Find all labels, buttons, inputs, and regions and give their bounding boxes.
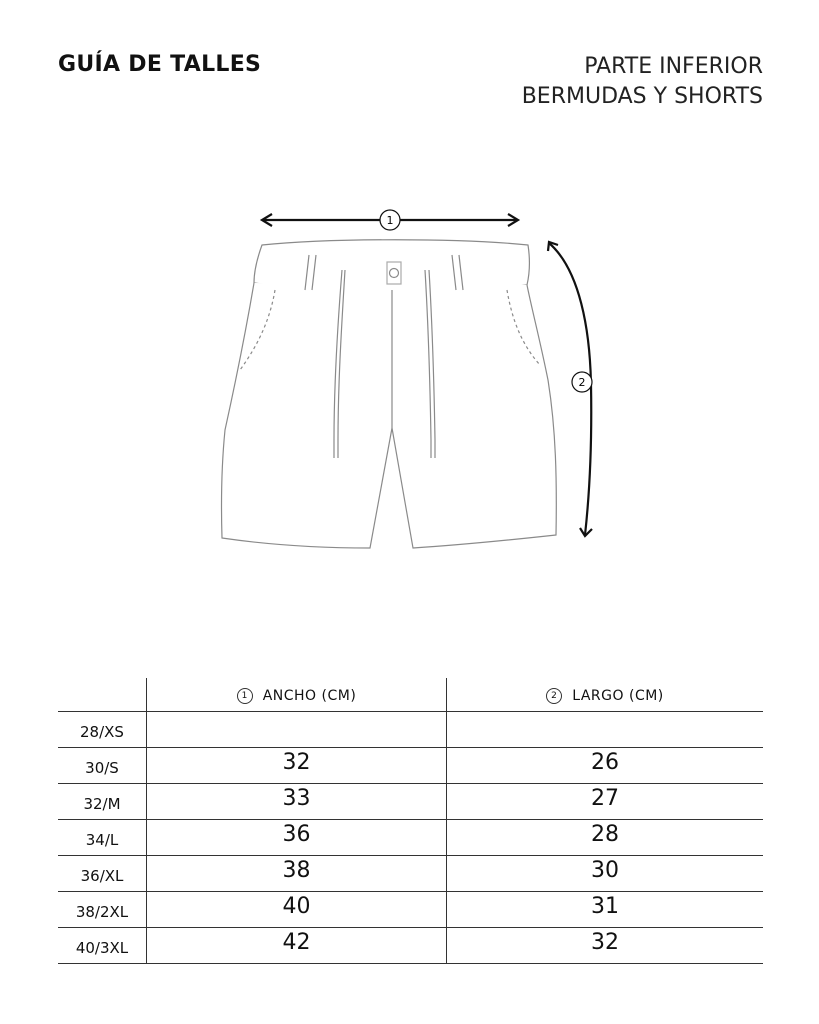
subcategory-label: BERMUDAS Y SHORTS bbox=[521, 84, 763, 109]
table-row bbox=[58, 928, 763, 964]
ancho-cell bbox=[147, 712, 447, 748]
largo-cell: 28 bbox=[447, 820, 764, 856]
header-largo bbox=[447, 678, 764, 712]
ancho-cell: 38 bbox=[147, 856, 447, 892]
table-row bbox=[58, 712, 763, 748]
table-header-row bbox=[58, 678, 763, 712]
header-blank-cell bbox=[58, 678, 147, 712]
size-cell: 40/3XL bbox=[75, 938, 129, 957]
shorts-illustration bbox=[221, 240, 556, 548]
table-row bbox=[58, 820, 763, 856]
size-cell: 28/XS bbox=[80, 722, 124, 741]
ancho-cell: 40 bbox=[147, 892, 447, 928]
largo-cell: 31 bbox=[447, 892, 764, 928]
svg-text:2: 2 bbox=[578, 376, 586, 389]
ancho-cell: 32 bbox=[147, 748, 447, 784]
largo-marker-icon: 2 bbox=[546, 688, 562, 704]
size-cell: 36/XL bbox=[80, 866, 124, 885]
largo-label: LARGO (CM) bbox=[572, 687, 664, 704]
size-cell: 38/2XL bbox=[75, 902, 129, 921]
ancho-label: ANCHO (CM) bbox=[262, 687, 357, 704]
length-marker bbox=[572, 372, 592, 392]
ancho-marker-icon: 1 bbox=[237, 688, 253, 704]
table-row bbox=[58, 784, 763, 820]
largo-cell: 32 bbox=[447, 928, 764, 964]
table-row bbox=[58, 748, 763, 784]
size-table bbox=[58, 678, 763, 964]
size-cell: 30/S bbox=[85, 758, 119, 777]
largo-cell: 27 bbox=[447, 784, 764, 820]
size-cell: 34/L bbox=[85, 830, 119, 849]
ancho-cell: 42 bbox=[147, 928, 447, 964]
table-row bbox=[58, 856, 763, 892]
ancho-cell: 36 bbox=[147, 820, 447, 856]
width-marker bbox=[380, 210, 400, 230]
svg-text:1: 1 bbox=[386, 214, 394, 227]
largo-cell: 26 bbox=[447, 748, 764, 784]
table-row bbox=[58, 892, 763, 928]
ancho-cell: 33 bbox=[147, 784, 447, 820]
page-title: GUÍA DE TALLES bbox=[58, 52, 262, 77]
header-ancho bbox=[147, 678, 447, 712]
category-label: PARTE INFERIOR bbox=[584, 54, 763, 79]
largo-cell bbox=[447, 712, 764, 748]
size-cell: 32/M bbox=[83, 794, 121, 813]
largo-cell: 30 bbox=[447, 856, 764, 892]
